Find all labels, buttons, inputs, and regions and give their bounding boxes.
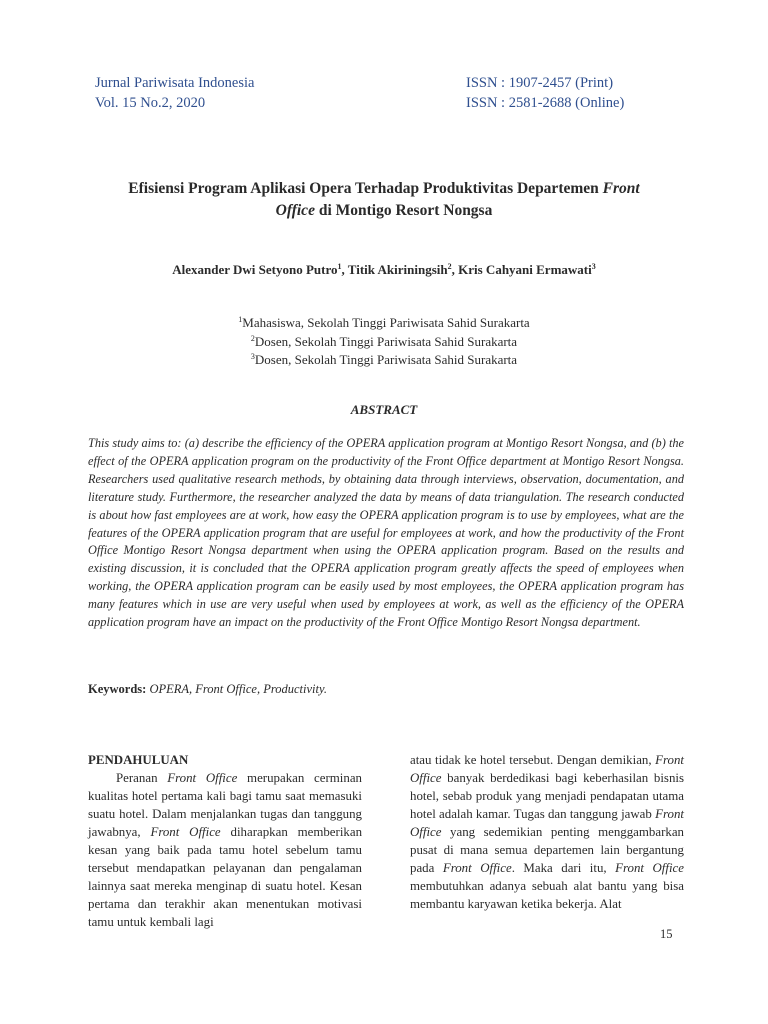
text-run: banyak berdedikasi bagi keberhasilan bisnis hotel, sebab produk yang menjadi pendapatan utama hotel adalah kamar. Tugas dan tanggung jawab [410, 771, 684, 821]
author-list: Alexander Dwi Setyono Putro$^1$, Titik Akiriningsih$^2$, Kris Cahyani Ermawati$^3$ [172, 262, 596, 277]
journal-volume: Vol. 15 No.2, 2020 [95, 95, 206, 111]
title-italic-1: Front [602, 180, 640, 197]
affiliation-text: Dosen, Sekolah Tinggi Pariwisata Sahid Surakarta [254, 333, 518, 349]
text-run: . Maka dari itu, [511, 861, 616, 875]
title-italic-2: Office [275, 202, 315, 219]
italic-term: Front Office [410, 807, 684, 839]
journal-header [95, 73, 254, 113]
text-run: merupakan cerminan kualitas hotel pertama kali bagi tamu saat memasuki suatu hotel. Dalam menjalankan tugas dan tanggung jawabnya, [88, 771, 362, 839]
body-column-left [88, 751, 362, 931]
issn-online: ISSN : 2581-2688 (Online) [466, 95, 625, 111]
keywords-label: Keywords: [88, 682, 147, 696]
keywords [88, 682, 327, 697]
italic-term: Front Office [442, 861, 512, 875]
text-run: membutuhkan adanya sebuah alat bantu yang bisa membantu karyawan ketika bekerja. Alat [410, 879, 684, 911]
text-run: Peranan [116, 771, 168, 785]
author-name: Kris Cahyani Ermawati [458, 262, 592, 277]
page-number: 15 [660, 927, 673, 941]
affiliation-line [90, 333, 678, 352]
issn-print: ISSN : 1907-2457 (Print) [466, 75, 614, 91]
affiliation-line [90, 314, 678, 333]
abstract-text: This study aims to: (a) describe the efficiency of the OPERA application program at Montigo Resort Nongsa, and (b) the effect of the OPERA application program on the productivity of the Front Office department at Montigo Resort Nongsa. Researchers used qualitative research methods, by obtaining data through interviews, observation, documentation, and literature study. Furthermore, the researcher analyzed the data by means of data triangulation. The research conducted is about how fast employees are at work, how easy the OPERA application program is to use by employees, what are the features of the OPERA application program that are useful for employees at work, and how the productivity of the Front Office Montigo Resort Nongsa department when using the OPERA application program. Based on the results and existing discussion, it is concluded that the OPERA application program greatly affects the speed of employees when working, the OPERA application program can be easily used by most employees, the OPERA application program has many features which in use are very useful when used by employees at work, as well as the efficiency of the OPERA application program have an impact on the productivity of the Front Office Montigo Resort Nongsa department. [88, 436, 684, 630]
affiliation-superscript: 3 [250, 352, 255, 361]
author-superscript: 3 [591, 262, 596, 271]
section-heading: PENDAHULUAN [88, 753, 189, 767]
paragraph-right [410, 751, 684, 913]
affiliation-text: Mahasiswa, Sekolah Tinggi Pariwisata Sahid Surakarta [242, 315, 530, 330]
affiliation-text: Dosen, Sekolah Tinggi Pariwisata Sahid Surakarta [254, 352, 518, 367]
body-column-right [410, 751, 684, 913]
text-run: atau tidak ke hotel tersebut. Dengan demikian, [410, 753, 656, 767]
keywords-value: OPERA, Front Office, Productivity. [146, 682, 327, 696]
title-part-1: Efisiensi Program Aplikasi Opera Terhadap Produktivitas Departemen [128, 180, 603, 197]
abstract-heading: ABSTRACT [350, 402, 418, 417]
affiliation-line [90, 351, 678, 370]
affiliation-list [90, 314, 678, 370]
italic-term: Front Office [150, 825, 221, 839]
paragraph-left [88, 769, 362, 931]
author-superscript: 2 [447, 262, 452, 271]
author-superscript: 1 [337, 262, 342, 271]
affiliation-superscript: 2 [250, 333, 255, 343]
author-name: Titik Akiriningsih [347, 262, 448, 277]
issn-header [466, 73, 624, 113]
italic-term: Front Office [410, 753, 684, 785]
paper-title [90, 178, 678, 222]
text-run: yang sedemikian penting menggambarkan pusat di mana semua departemen lain bergantung pada [410, 825, 684, 875]
affiliation-superscript: 1 [238, 315, 243, 324]
italic-term: Front Office [615, 861, 684, 875]
journal-name: Jurnal Pariwisata Indonesia [95, 75, 255, 91]
italic-term: Front Office [167, 771, 238, 785]
author-name: Alexander Dwi Setyono Putro [172, 262, 338, 277]
title-part-2: di Montigo Resort Nongsa [314, 202, 493, 219]
text-run: diharapkan memberikan kesan yang baik pada tamu hotel sebelum tamu tersebut mendapatkan pelayanan dan pengalaman lainnya saat mereka menginap di suatu hotel. Kesan pertama dan terakhir akan menentukan motivasi tamu untuk kembali lagi [88, 825, 363, 929]
